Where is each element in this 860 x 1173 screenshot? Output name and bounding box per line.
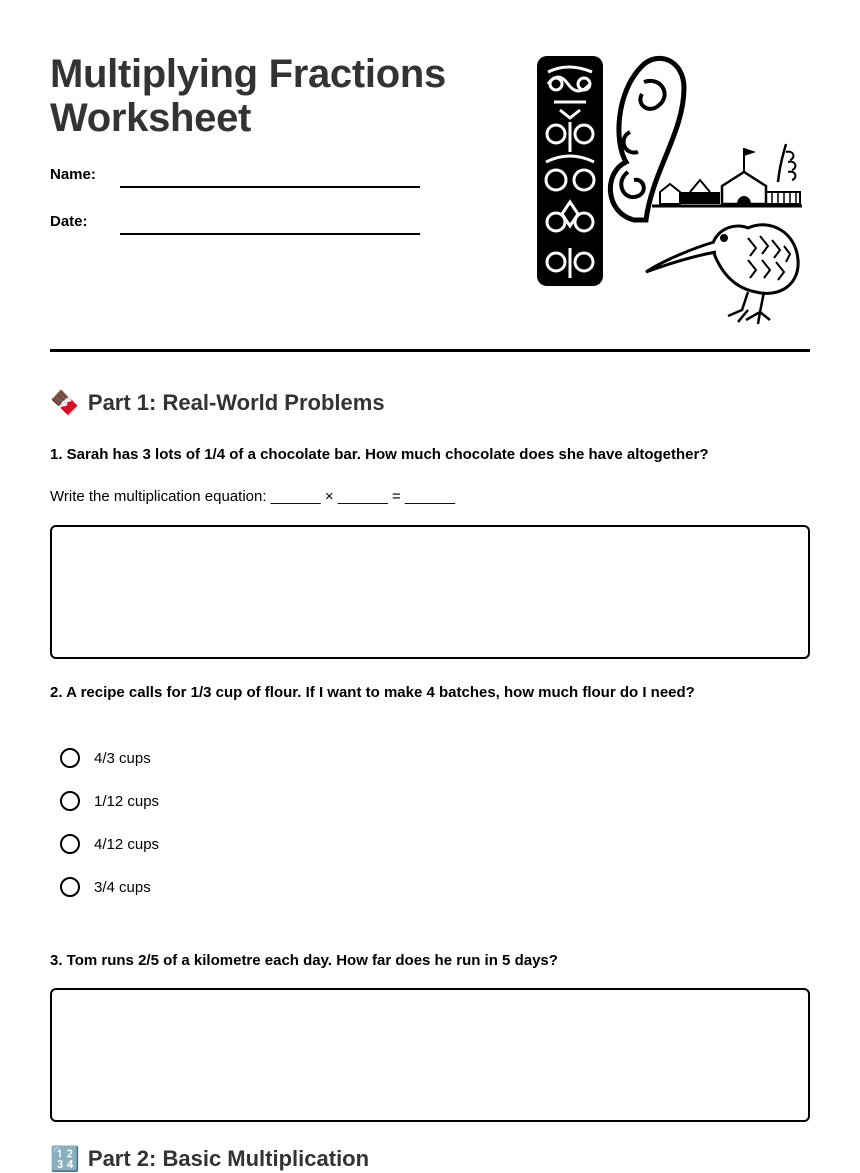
question-2-option-4[interactable]: [60, 877, 151, 897]
option-label: 1/12 cups: [94, 792, 160, 810]
date-label: Date:: [50, 213, 88, 230]
option-label: 4/3 cups: [94, 749, 151, 767]
worksheet-header: [50, 0, 810, 352]
question-1-prompt: Write the multiplication equation: ______ × ______ = ______: [50, 488, 456, 505]
part1-heading: [50, 390, 385, 416]
title-line-1: Multiplying Fractions: [50, 52, 446, 96]
question-3: 3. Tom runs 2/5 of a kilometre each day. How far does he run in 5 days?: [50, 952, 558, 969]
question-3-answer-box[interactable]: [50, 988, 810, 1122]
input-numbers-icon: 🔢: [50, 1145, 80, 1173]
chocolate-bar-icon: 🍫: [50, 389, 80, 417]
part2-heading-text: Part 2: Basic Multiplication: [87, 1146, 370, 1171]
name-line[interactable]: [120, 186, 420, 188]
date-line[interactable]: [120, 233, 420, 235]
option-label: 3/4 cups: [94, 878, 151, 896]
name-field[interactable]: [50, 166, 470, 196]
question-1: 1. Sarah has 3 lots of 1/4 of a chocolate bar. How much chocolate does she have altogether?: [50, 446, 709, 463]
question-2-option-2[interactable]: [60, 791, 159, 811]
name-label: Name:: [50, 166, 96, 183]
radio-button[interactable]: [60, 748, 80, 768]
option-label: 4/12 cups: [94, 835, 160, 853]
question-2: 2. A recipe calls for 1/3 cup of flour. If I want to make 4 batches, how much flour do I need?: [50, 684, 695, 701]
question-1-answer-box[interactable]: [50, 525, 810, 659]
page-title: [50, 52, 446, 140]
worksheet-page: [50, 0, 810, 1173]
part1-heading-text: Part 1: Real-World Problems: [87, 390, 385, 415]
illustration-icon: [534, 52, 810, 328]
date-field[interactable]: [50, 213, 470, 243]
title-line-2: Worksheet: [50, 96, 252, 140]
radio-button[interactable]: [60, 834, 80, 854]
radio-button[interactable]: [60, 877, 80, 897]
question-2-option-1[interactable]: [60, 748, 151, 768]
part2-heading: [50, 1146, 369, 1172]
header-divider: [50, 349, 810, 352]
maori-kiwi-illustration: [534, 52, 810, 328]
question-2-option-3[interactable]: [60, 834, 159, 854]
radio-button[interactable]: [60, 791, 80, 811]
